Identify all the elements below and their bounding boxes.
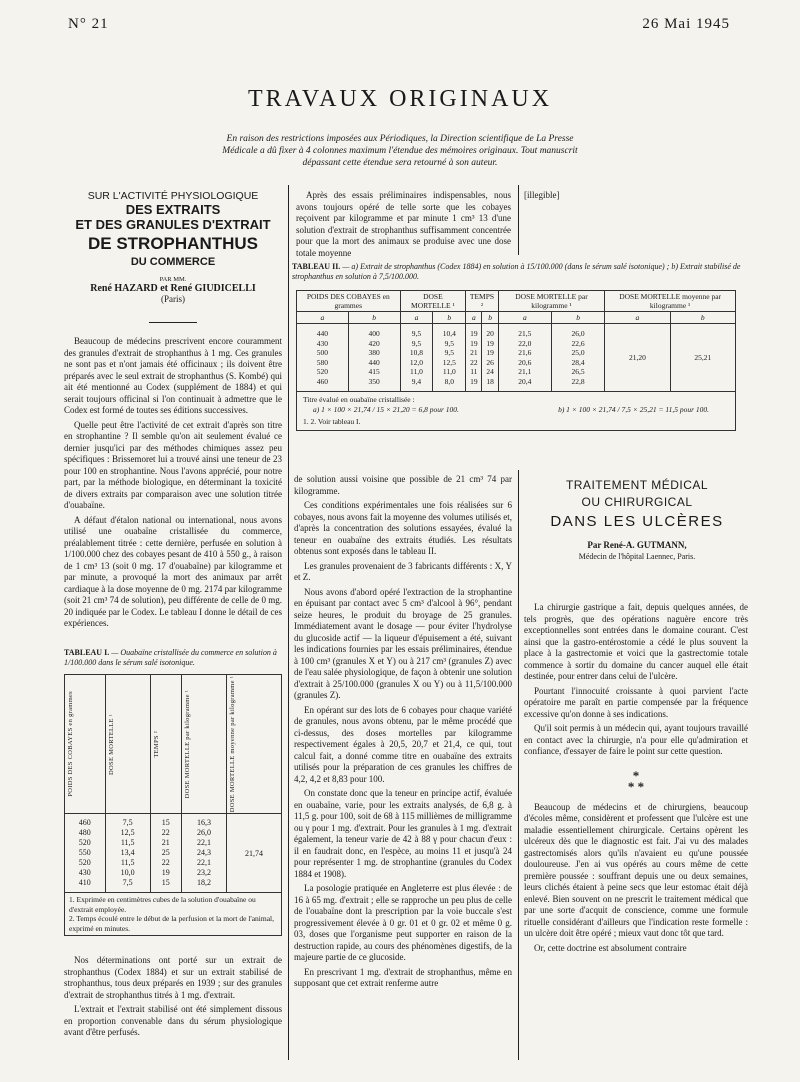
table2-titre-label: Titre évalué en ouabaïne cristallisée : (303, 395, 415, 404)
article1-title-line2: DES EXTRAITS (125, 202, 221, 217)
paragraph: [illegible] (524, 190, 560, 200)
table2-sub-a: a (466, 312, 482, 324)
table2-cell: 21,1 (518, 367, 532, 376)
table2-cell: 11,0 (410, 367, 423, 376)
table2-sub-b: b (670, 312, 735, 324)
table2-cell: 9,5 (411, 329, 422, 338)
table2-cell: 9,4 (411, 376, 422, 386)
table2-cell: 400 (368, 329, 380, 338)
column-rule-2-top (518, 185, 519, 255)
table1-cell: 22 (161, 828, 170, 838)
table2-cell: 12,5 (442, 357, 456, 367)
table2-cell: 440 (316, 329, 328, 338)
table1-mean: 21,74 (227, 814, 282, 893)
table2-caption-label: TABLEAU II. (292, 262, 341, 271)
table2-cell: 18 (486, 376, 494, 386)
table2-sub-a: a (605, 312, 670, 324)
table1-cell: 15 (161, 818, 170, 828)
table2-cell: 19 (486, 338, 494, 348)
table2-cell: 20,6 (518, 357, 532, 367)
table2-body (297, 324, 736, 392)
table1-cell: 26,0 (196, 828, 211, 838)
table2-cell: 24 (486, 367, 494, 376)
issue-number: N° 21 (68, 16, 109, 32)
column-rule-1 (288, 185, 289, 1060)
table1-header-temps: TEMPS ² (152, 730, 160, 758)
article2-body (524, 602, 748, 957)
table1 (64, 674, 282, 936)
table2-cell: 9,5 (411, 338, 422, 348)
table1-note: 1. Exprimée en centimètres cubes de la solution d'ouabaïne ou d'extrait employée. (69, 895, 256, 914)
paragraph: Nous avons d'abord opéré l'extraction de la strophantine en épuisant par contact avec 5 cm³ d'alcool à 96°, pendant seize heures, le produit du broyage de 25 granules. Immédiatement avant le dosage — pour éviter l'hydrolyse du glucoside actif — la liqueur d'épuisement a été, suivant les indications fournies par les essais préliminaires, étendue à 100 cm³ (granules X et Y) ou à 217 cm³ (granules Z) avec de l'eau salée physiologique, de façon à obtenir une solution d'extrait à 25/100.000 (granules X ou Y) ou à 11,5/100.000 (granules Z). (294, 586, 512, 700)
table1-cell: 22,1 (196, 858, 211, 868)
table2-header-dose: DOSE MORTELLE ¹ (400, 291, 466, 312)
table2-cell: 420 (368, 338, 380, 348)
table2-cell: 21,6 (518, 348, 532, 357)
paragraph: On constate donc que la teneur en principe actif, évaluée en ouabaïne, varie, pour les extraits analysés, de 6,8 g. à 11,5 g. pour 100, soit de 68 à 115 millièmes de milligramme ou γ pour 1 mg. d'extrait. Pour les granules à 1 mg. d'extrait également, la teneur varie de 42 à 88 γ pour chacun d'eux : il en faudrait donc, en l'espèce, au moins 11 et jusqu'à 24 pour représenter 1 mg. de strophantine (granules du Codex 1884 et 1908). (294, 788, 512, 879)
article1-title-line1: SUR L'ACTIVITÉ PHYSIOLOGIQUE (87, 190, 259, 202)
table2-cell: 19 (470, 338, 478, 348)
column-rule-2 (518, 470, 519, 1060)
table2-formula-a: a) 1 × 100 × 21,74 / 15 × 21,20 = 6,8 pour 100. (313, 404, 459, 414)
table2-cell: 22,6 (571, 338, 585, 348)
table2-cell: 9,5 (444, 338, 454, 348)
article1-by: PAR MM. (159, 276, 187, 283)
table2-cell: 20 (486, 329, 494, 338)
paragraph: En prescrivant 1 mg. d'extrait de strophanthus, même en supposant que cet extrait renferme autre (294, 966, 512, 988)
table2-cell: 350 (368, 376, 380, 386)
table2-header-temps: TEMPS ² (466, 291, 499, 312)
article1-col1-body (64, 336, 282, 633)
table1-cell: 430 (78, 868, 91, 878)
table1-cell: 7,5 (122, 818, 133, 828)
article1-title-rule (149, 322, 197, 323)
paragraph: Beaucoup de médecins prescrivent encore couramment des granules d'extrait de strophanthus à 1 mg. Ces granules ne sont pas et n'ont jamais été officinaux ; ils doivent être préparés avec le seul extrait de strophanthus (S. Kombé) qui ait été mentionné au Codex (supplément de 1884) et qui serait toujours officinal si l'on continuait à admettre que le Codex est formé de toutes ses éditions successives. (64, 336, 282, 415)
table2-block (292, 262, 744, 431)
table2-cell: 460 (316, 376, 328, 386)
table1-cell: 480 (78, 828, 91, 838)
table2-cell: 25,0 (571, 348, 585, 357)
article2-title-line3: DANS LES ULCÈRES (550, 513, 724, 530)
table2-cell: 19 (470, 376, 478, 386)
table2-cell: 26,0 (571, 329, 585, 338)
table2-cell: 11,0 (442, 367, 456, 376)
table2-cell: 10,4 (442, 329, 456, 338)
table2-sub-b: b (433, 312, 466, 324)
table2-cell: 380 (368, 348, 380, 357)
table1-cell: 23,2 (196, 868, 211, 878)
table2-header-dose-kg: DOSE MORTELLE par kilogramme ¹ (498, 291, 604, 312)
table2-sub-b: b (348, 312, 400, 324)
section-divider (524, 767, 748, 794)
paragraph: Pourtant l'innocuité croissante à quoi parvient l'acte opératoire me paraît en partie compensée par la fréquence excessive qu'on donne à ses indications. (524, 685, 748, 719)
article2-affiliation: Médecin de l'hôpital Laennec, Paris. (578, 552, 696, 561)
table2-sub-a: a (498, 312, 551, 324)
table1-cell: 11,5 (120, 858, 135, 868)
table1-cell: 21 (161, 838, 170, 848)
table1-header-dose: DOSE MORTELLE ¹ (107, 713, 115, 775)
table2-cell: 21,5 (518, 329, 532, 338)
table1-cell: 22,1 (196, 838, 211, 848)
article1-col3-top (524, 190, 742, 205)
table2-formula-b: b) 1 × 100 × 21,74 / 7,5 × 25,21 = 11,5 pour 100. (558, 404, 709, 414)
table1-cell: 18,2 (196, 878, 211, 888)
paragraph: La chirurgie gastrique a fait, depuis quelques années, de tels progrès, que des opérations naguère encore très exceptionnelles sont entrées dans le domaine courant. C'est ainsi que la gastro-entérostomie a cédé le plus souvent la place à la gastrectomie et voici que la gastrectomie totale commence à sortir du domaine du cancer auquel elle était destinée, pour entrer dans celui de l'ulcère. (524, 602, 748, 681)
table1-cell: 10,0 (120, 868, 135, 878)
table2 (296, 290, 736, 431)
article2-heading (524, 478, 750, 561)
paragraph: Quelle peut être l'activité de cet extrait d'après son titre en strophantine ? Il semble qu'on ait seulement évalué ce dernier jusqu'ici par des méthodes chimiques assez peu spécifiques : Brissemoret lui a trouvé ainsi une teneur de 23 pour 100 en strophantine. Nous l'avons apprécié, pour notre part, par la méthode biologique, en déterminant la toxicité de divers extraits par comparaison avec une solution titrée d'ouabaïne. (64, 419, 282, 510)
table2-cell: 26 (486, 357, 494, 367)
table1-body (65, 814, 282, 893)
table2-mean-b: 25,21 (670, 324, 735, 392)
table2-cell: 9,5 (444, 348, 454, 357)
article2-author: Par René-A. GUTMANN, (587, 540, 687, 550)
paragraph: A défaut d'étalon national ou international, nous avons utilisé une ouabaïne cristallisée du commerce, préalablement titrée : cette dernière, perfusée en solution à 1/100.000 chez des cobayes pesant de 410 à 550 g., à raison de 1 cm³ 13 (soit 0 mg. 17 d'ouabaïne) par kilogramme et par minute, a provoqué la mort des animaux par arrêt cardiaque à la dose moyenne de 0 mg. 2174 par kilogramme (soit 21 cm³ 74 de solution), peu différente de celle de 0 mg. 20 indiquée par le Codex. Le tableau I donne le détail de ces expériences. (64, 514, 282, 628)
table2-header-poids: POIDS DES COBAYES en grammes (297, 291, 401, 312)
table2-cell: 20,4 (518, 376, 532, 386)
table2-cell: 22,8 (571, 376, 585, 386)
table1-cell: 22 (161, 858, 170, 868)
table1-cell: 15 (161, 878, 170, 888)
table1-caption (64, 648, 282, 668)
table2-mean-a: 21,20 (605, 324, 670, 392)
table1-cell: 11,5 (120, 838, 135, 848)
table2-cell: 500 (316, 348, 328, 357)
table1-cell: 520 (78, 838, 91, 848)
paragraph: En opérant sur des lots de 6 cobayes pour chaque variété de granules, nous avons obtenu, par le même procédé que ci-dessus, des doses mortelles par kilogramme respectivement égales à 20,5, 20,7 et 21,4, ce qui, tout calcul fait, a donné comme titre en ouabaïne des extraits utilisés pour la préparation de ces granules les chiffres de 4,2, 4,2 et 8,83 pour 100. (294, 704, 512, 784)
article1-place: (Paris) (161, 294, 185, 304)
table2-cell: 19 (470, 329, 478, 338)
table1-cell: 16,3 (196, 818, 211, 828)
article1-title-line4: DE STROPHANTHUS (87, 234, 258, 253)
paragraph: Qu'il soit permis à un médecin qui, ayant toujours travaillé en contact avec la chirurgie, n'a pour elle qu'admiration et confiance, d'essayer de faire le point sur cette question. (524, 723, 748, 756)
table2-cell: 22 (470, 357, 478, 367)
table2-cell: 12,0 (409, 357, 424, 367)
table1-header-dose-moy: DOSE MORTELLE moyenne par kilogramme ¹ (229, 676, 237, 813)
article1-col1-bottom (64, 955, 282, 1042)
table1-cell: 13,4 (120, 848, 135, 858)
table1-cell: 24,3 (196, 848, 211, 858)
table2-caption (292, 262, 744, 282)
paragraph: Nos déterminations ont porté sur un extrait de strophanthus (Codex 1884) et sur un extrait stabilisé de strophanthus, tous deux préparés en 1939 ; sur des granules d'extrait de strophanthus titrés à 1 mg. d'extrait. (64, 955, 282, 1000)
table1-caption-label: TABLEAU I. (64, 648, 110, 657)
table1-cell: 25 (161, 848, 170, 858)
paragraph: Beaucoup de médecins et de chirurgiens, beaucoup d'écoles même, considèrent et professent que l'ulcère est une maladie essentiellement chirurgicale. Certains opèrent les ulcéreux dès que le diagnostic est fait. J'ai vu des malades gastrectomisés alors qu'ils n'avaient eu qu'une poussée douloureuse. J'en ai vus opérés au cours même de cette première poussée : souffrant depuis une ou deux semaines, leurs clichés étaient à peine secs que leur estomac était déjà enlevé. Bien souvent on ne prescrit le traitement médical que par une sorte d'acquit de conscience, comme une formule rituelle considérant d'ailleurs que l'indication reste formelle : un ulcère doit être opéré ; mieux vaut donc tôt que tard. (524, 801, 748, 938)
table2-sub-b: b (551, 312, 604, 324)
stars-top: * (632, 767, 640, 783)
article1-authors: René HAZARD et René GIUDICELLI (90, 283, 256, 294)
table1-cell: 520 (78, 858, 91, 868)
table2-cell: 21 (470, 348, 478, 357)
paragraph: Les granules provenaient de 3 fabricants différents : X, Y et Z. (294, 560, 512, 582)
table2-cell: 11 (470, 367, 478, 376)
table2-sub-b: b (482, 312, 498, 324)
table2-caption-text: — a) Extrait de strophanthus (Codex 1884) en solution à 15/100.000 (dans le sérum salé isotonique) ; b) Extrait stabilisé de strophanthus en solution à 7,5/100.000. (292, 262, 741, 281)
table2-cell: 440 (368, 357, 380, 367)
article2-title-line1: TRAITEMENT MÉDICAL (565, 478, 709, 492)
article1-col2-bottom (294, 474, 512, 993)
table2-cell: 580 (316, 357, 328, 367)
table2-sub-a: a (297, 312, 349, 324)
article1-title-line3: ET DES GRANULES D'EXTRAIT (75, 217, 271, 232)
table2-cell: 19 (486, 348, 494, 357)
table1-cell: 460 (78, 818, 91, 828)
table1-note: 2. Temps écoulé entre le début de la perfusion et la mort de l'animal, exprimé en minutes. (69, 914, 274, 933)
article1-heading (64, 190, 282, 304)
table1-header-dose-kg: DOSE MORTELLE par kilogramme ¹ (183, 689, 191, 799)
table2-note: 1. 2. Voir tableau I. (303, 417, 361, 426)
table1-cell: 7,5 (122, 878, 133, 888)
paragraph: de solution aussi voisine que possible de 21 cm³ 74 par kilogramme. (294, 474, 512, 496)
table2-cell: 520 (316, 367, 328, 376)
issue-date: 26 Mai 1945 (642, 16, 730, 32)
editorial-note: En raison des restrictions imposées aux Périodiques, la Direction scientifique de La Presse Médicale a dû fixer à 4 colonnes maximum l'étendue des mémoires originaux. Tout manuscrit dépassant cette étendue sera retourné à son auteur. (222, 134, 578, 168)
table2-cell: 415 (368, 367, 380, 376)
table1-cell: 12,5 (120, 828, 135, 838)
article2-title-line2: OU CHIRURGICAL (581, 495, 693, 509)
table1-cell: 410 (78, 878, 91, 888)
table2-sub-a: a (400, 312, 433, 324)
table1-block (64, 648, 282, 936)
paragraph: Ces conditions expérimentales une fois réalisées sur 6 cobayes, nous avons fait la moyenne des volumes utilisés et, d'après la concentration des solutions essayées, évalué la teneur en ouabaïne des extraits étudiés. Les résultats obtenus sont exposés dans le tableau II. (294, 500, 512, 556)
paragraph: Après des essais préliminaires indispensables, nous avons toujours opéré de telle sorte que les cobayes reçoivent par kilogramme et par minute 1 cm³ 13 d'une solution d'extrait de strophanthus suffisamment concentrée pour que la mort des animaux se produise avec une dose totale moyenne (296, 190, 511, 258)
table2-header-dose-moy: DOSE MORTELLE moyenne par kilogramme ¹ (605, 291, 736, 312)
table2-cell: 22,0 (518, 338, 532, 348)
stars-bottom: * * (627, 778, 645, 794)
table2-cell: 26,5 (571, 367, 585, 376)
table2-cell: 28,4 (571, 357, 585, 367)
table1-caption-text: — Ouabaïne cristallisée du commerce en solution à 1/100.000 dans le sérum salé isotonique. (64, 648, 277, 667)
article1-col2-top (296, 190, 511, 262)
table1-cell: 550 (78, 848, 91, 858)
table2-cell: 10,8 (409, 348, 424, 357)
article1-title-line5: DU COMMERCE (130, 256, 216, 268)
paragraph: La posologie pratiquée en Angleterre est plus élevée : de 16 à 65 mg. d'extrait ; elle se rapproche un peu plus de celle de l'ouabaïne dont la prescription par la voie buccale s'est progressivement élevée à 0 gr. 01 et 0 gr. 02 et même 0 g. 03, doses que l'organisme peut supporter en raison de la destruction rapide, au cours des phénomènes digestifs, de la majeure partie de ce glucoside. (294, 883, 512, 962)
table2-cell: 430 (316, 338, 328, 348)
table2-cell: 8,0 (444, 376, 454, 386)
paragraph: L'extrait et l'extrait stabilisé ont été simplement dissous en proportion convenable dans du sérum physiologique avant d'être perfusés. (64, 1004, 282, 1037)
section-title: TRAVAUX ORIGINAUX (247, 86, 553, 112)
table1-header-poids: POIDS DES COBAYES en grammes (67, 691, 74, 797)
table1-cell: 19 (161, 868, 170, 878)
paragraph: Or, cette doctrine est absolument contraire (534, 942, 687, 953)
